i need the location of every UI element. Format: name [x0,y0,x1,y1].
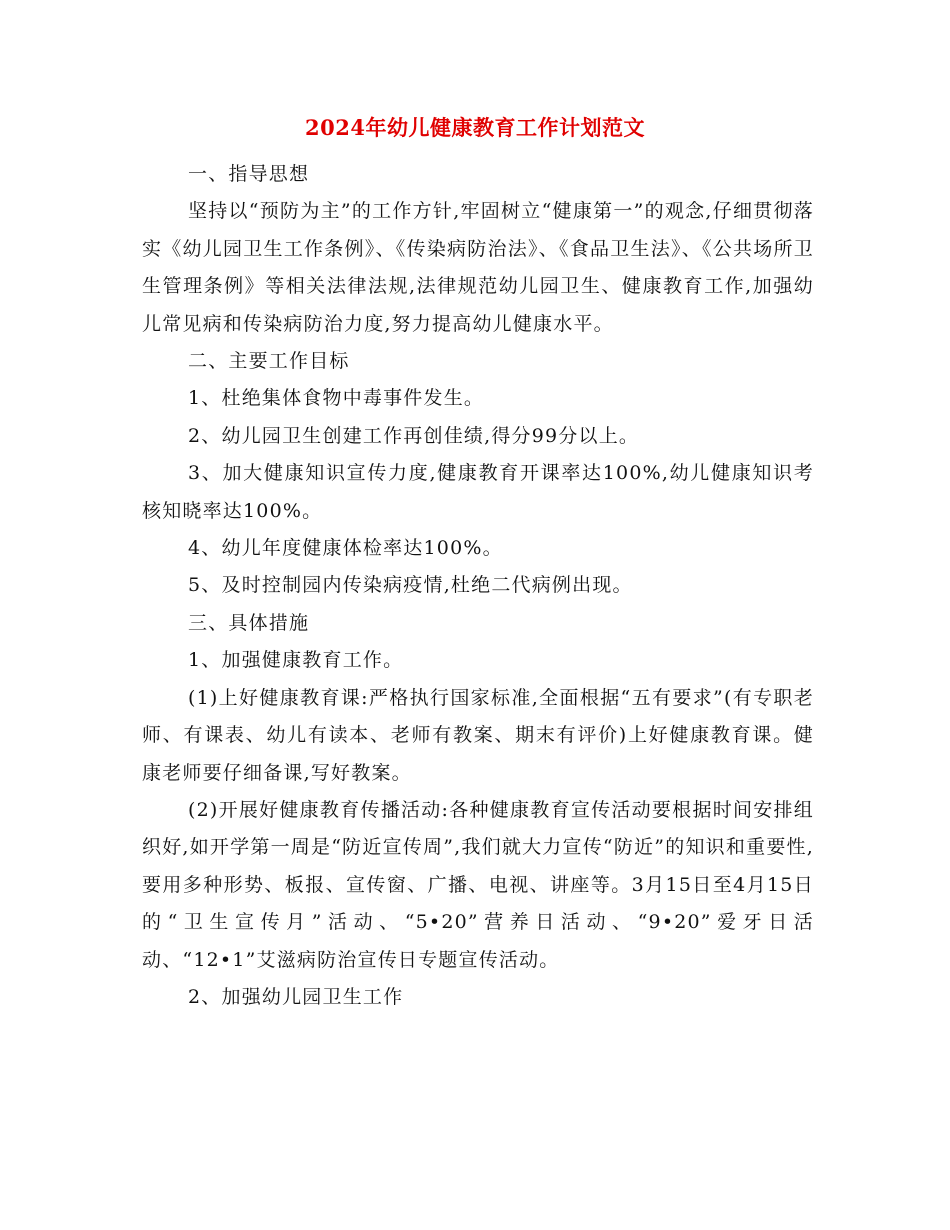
document-title: 2024年幼儿健康教育工作计划范文 [305,115,645,140]
measure-item-2: 2、加强幼儿园卫生工作 [188,985,404,1008]
goal-item-4: 4、幼儿年度健康体检率达100%。 [188,537,503,560]
heading-main-goals: 二、主要工作目标 [188,350,350,373]
paragraph-guiding-ideology: 坚持以“预防为主”的工作方针,牢固树立“健康第一”的观念,仔细贯彻落实《幼儿园卫生工作条例》、《传染病防治法》、《食品卫生法》、《公共场所卫生管理条例》等相关法律法规,法律规范幼儿园卫生、健康教育工作,加强幼儿常见病和传染病防治力度,努力提高幼儿健康水平。 [142,200,814,335]
measure-item-1: 1、加强健康教育工作。 [188,649,404,672]
goal-item-5: 5、及时控制园内传染病疫情,杜绝二代病例出现。 [188,574,633,597]
heading-guiding-ideology: 一、指导思想 [188,163,310,185]
goal-item-1: 1、杜绝集体食物中毒事件发生。 [188,387,485,410]
goal-item-3: 3、加大健康知识宣传力度,健康教育开课率达100%,幼儿健康知识考核知晓率达100%。 [142,462,814,522]
document-body [142,156,814,1016]
goal-item-2: 2、幼儿园卫生创建工作再创佳绩,得分99分以上。 [188,424,640,447]
measure-subitem-2: (2)开展好健康教育传播活动:各种健康教育宣传活动要根据时间安排组织好,如开学第一周是“防近宣传周”,我们就大力宣传“防近”的知识和重要性,要用多种形势、板报、宣传窗、广播、电视、讲座等。3月15日至4月15日的“卫生宣传月”活动、“5•20”营养日活动、“9•20”爱牙日活动、“12•1”艾滋病防治宣传日专题宣传活动。 [142,798,814,971]
measure-subitem-1: (1)上好健康教育课:严格执行国家标准,全面根据“五有要求”(有专职老师、有课表、幼儿有读本、老师有教案、期末有评价)上好健康教育课。健康老师要仔细备课,写好教案。 [142,686,814,784]
heading-specific-measures: 三、具体措施 [188,611,310,634]
